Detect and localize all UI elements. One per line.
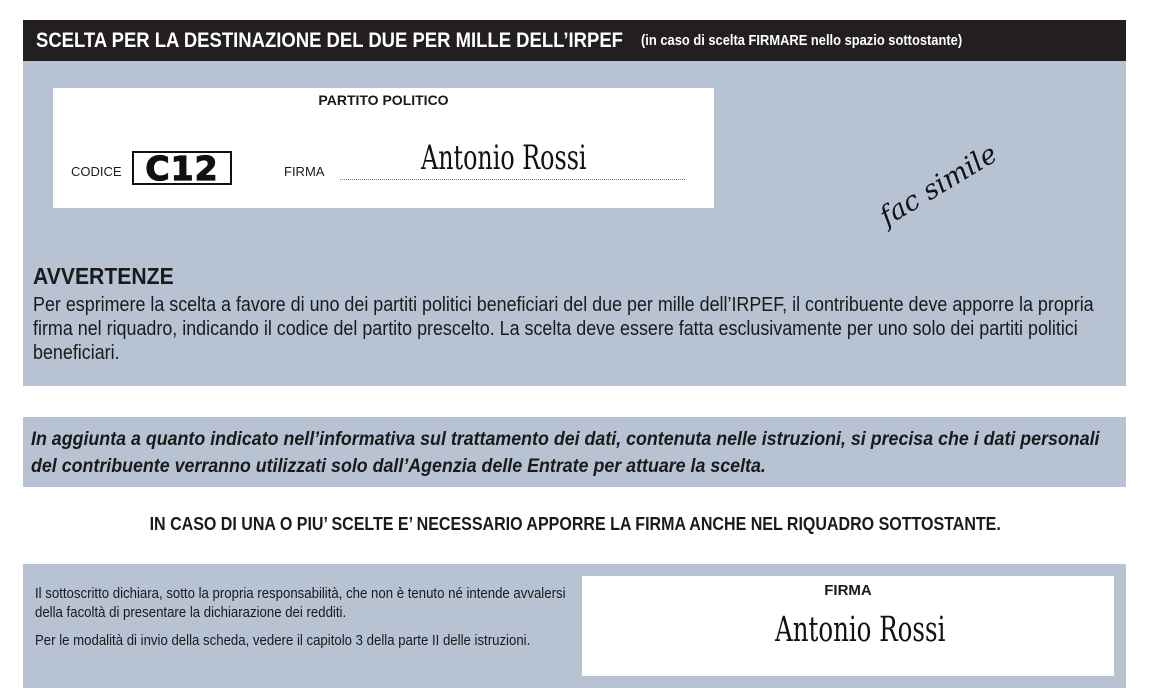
section-title: SCELTA PER LA DESTINAZIONE DEL DUE PER MILLE DELL’IRPEF — [36, 28, 623, 52]
signature-required-note: IN CASO DI UNA O PIU’ SCELTE E’ NECESSARIO APPORRE LA FIRMA ANCHE NEL RIQUADRO SOTTOSTANTE. — [149, 514, 1001, 534]
warnings-text: Per esprimere la scelta a favore di uno dei partiti politici beneficiari del due per mille dell’IRPEF, il contribuente deve apporre la propria firma nel riquadro, indicando il codice del partito prescelto. La scelta deve essere fatta esclusivamente per uno solo dei partiti politici beneficiari. — [33, 294, 1094, 364]
signature-required-note-row — [0, 514, 1150, 535]
party-code-field[interactable] — [132, 148, 232, 188]
party-box-label: PARTITO POLITICO — [318, 92, 449, 108]
party-signature: Antonio Rossi — [421, 138, 587, 178]
final-signature-box[interactable] — [582, 576, 1114, 676]
declaration-section — [23, 564, 1126, 688]
signature-line[interactable] — [340, 179, 685, 180]
privacy-note: In aggiunta a quanto indicato nell’informativa sul trattamento dei dati, contenuta nelle istruzioni, si precisa che i dati personali del contribuente verranno utilizzati solo dall’Agenzia delle Entrate per attuare la scelta. — [31, 429, 1100, 477]
warnings-title: AVVERTENZE — [33, 263, 174, 289]
party-code-value: C12 — [145, 148, 219, 188]
signature-label: FIRMA — [284, 164, 325, 179]
privacy-section — [23, 417, 1126, 487]
declaration-paragraph: Il sottoscritto dichiara, sotto la propria responsabilità, che non è tenuto né intende avvalersi della facoltà di presentare la dichiarazione dei redditi. — [35, 585, 566, 621]
two-per-thousand-section — [23, 20, 1126, 386]
declaration-paragraph: Per le modalità di invio della scheda, vedere il capitolo 3 della parte II delle istruzioni. — [35, 632, 531, 649]
facsimile-mark: fac simile — [874, 138, 1003, 233]
final-signature: Antonio Rossi — [775, 610, 946, 650]
final-signature-label: FIRMA — [824, 582, 872, 599]
code-label: CODICE — [71, 164, 122, 179]
declaration-text — [35, 584, 567, 659]
section-header — [23, 20, 1126, 61]
party-choice-box[interactable] — [53, 88, 714, 208]
section-subtitle: (in caso di scelta FIRMARE nello spazio sottostante) — [641, 32, 963, 49]
